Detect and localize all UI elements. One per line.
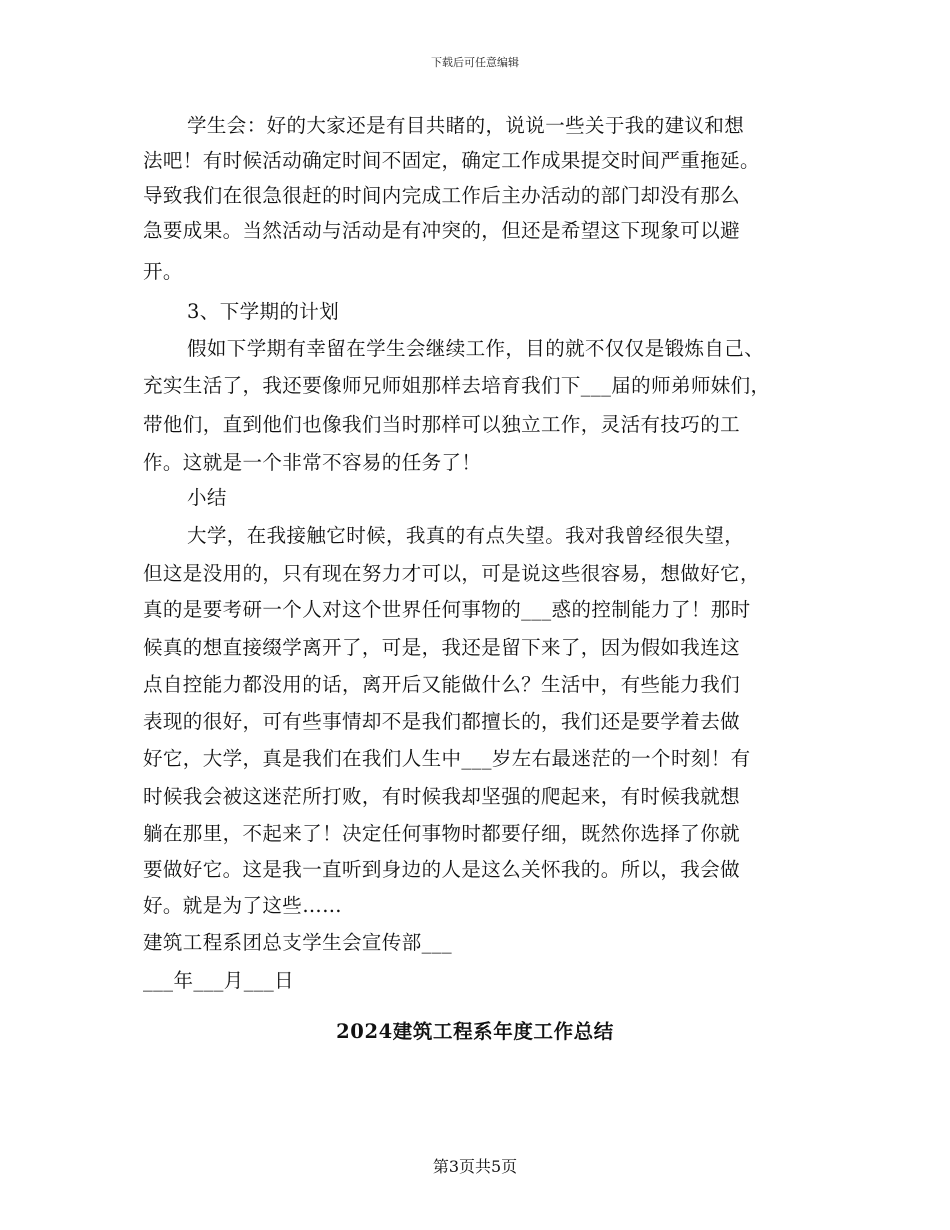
section-heading: 小结 [187, 486, 227, 509]
paragraph-line: 导致我们在很急很赶的时间内完成工作后主办活动的部门却没有那么 [143, 184, 741, 207]
paragraph-line: 好它，大学，真是我们在我们人生中___岁左右最迷茫的一个时刻！有 [143, 747, 751, 770]
paragraph-line: 学生会：好的大家还是有目共睹的，说说一些关于我的建议和想 [187, 114, 745, 137]
paragraph-line: 作。这就是一个非常不容易的任务了！ [143, 451, 482, 474]
paragraph-line: 真的是要考研一个人对这个世界任何事物的___惑的控制能力了！那时 [143, 598, 751, 621]
paragraph-line: 带他们，直到他们也像我们当时那样可以独立工作，灵活有技巧的工 [143, 413, 741, 436]
page-number: 第3页共5页 [432, 1157, 518, 1176]
paragraph-line: 大学，在我接触它时候，我真的有点失望。我对我曾经很失望， [187, 524, 745, 547]
section-heading: 3、下学期的计划 [187, 300, 340, 323]
paragraph-line: 表现的很好，可有些事情却不是我们都擅长的，我们还是要学着去做 [143, 710, 741, 733]
paragraph-line: 躺在那里，不起来了！决定任何事物时都要仔细，既然你选择了你就 [143, 822, 741, 845]
paragraph-line: 开。 [143, 260, 183, 283]
paragraph-line: 充实生活了，我还要像师兄师姐那样去培育我们下___届的师弟师妹们， [143, 374, 771, 397]
paragraph-line: 好。就是为了这些…… [143, 894, 343, 917]
paragraph-line: 候真的想直接缀学离开了，可是，我还是留下来了，因为假如我连这 [143, 636, 741, 659]
paragraph-line: 急要成果。当然活动与活动是有冲突的，但还是希望这下现象可以避 [143, 219, 741, 242]
paragraph-line: 要做好它。这是我一直听到身边的人是这么关怀我的。所以，我会做 [143, 858, 741, 881]
paragraph-line: 但这是没用的，只有现在努力才可以，可是说这些很容易，想做好它， [143, 562, 760, 585]
signature-department: 建筑工程系团总支学生会宣传部___ [143, 931, 453, 954]
paragraph-line: 点自控能力都没用的话，离开后又能做什么？生活中，有些能力我们 [143, 673, 741, 696]
header-note: 下载后可任意编辑 [431, 56, 519, 69]
paragraph-line: 假如下学期有幸留在学生会继续工作，目的就不仅仅是锻炼自己、 [187, 337, 765, 360]
next-document-title: 2024建筑工程系年度工作总结 [336, 1020, 614, 1043]
paragraph-line: 时候我会被这迷茫所打败，有时候我却坚强的爬起来，有时候我就想 [143, 785, 741, 808]
signature-date: ___年___月___日 [143, 969, 295, 992]
paragraph-line: 法吧！有时候活动确定时间不固定，确定工作成果提交时间严重拖延。 [143, 149, 760, 172]
